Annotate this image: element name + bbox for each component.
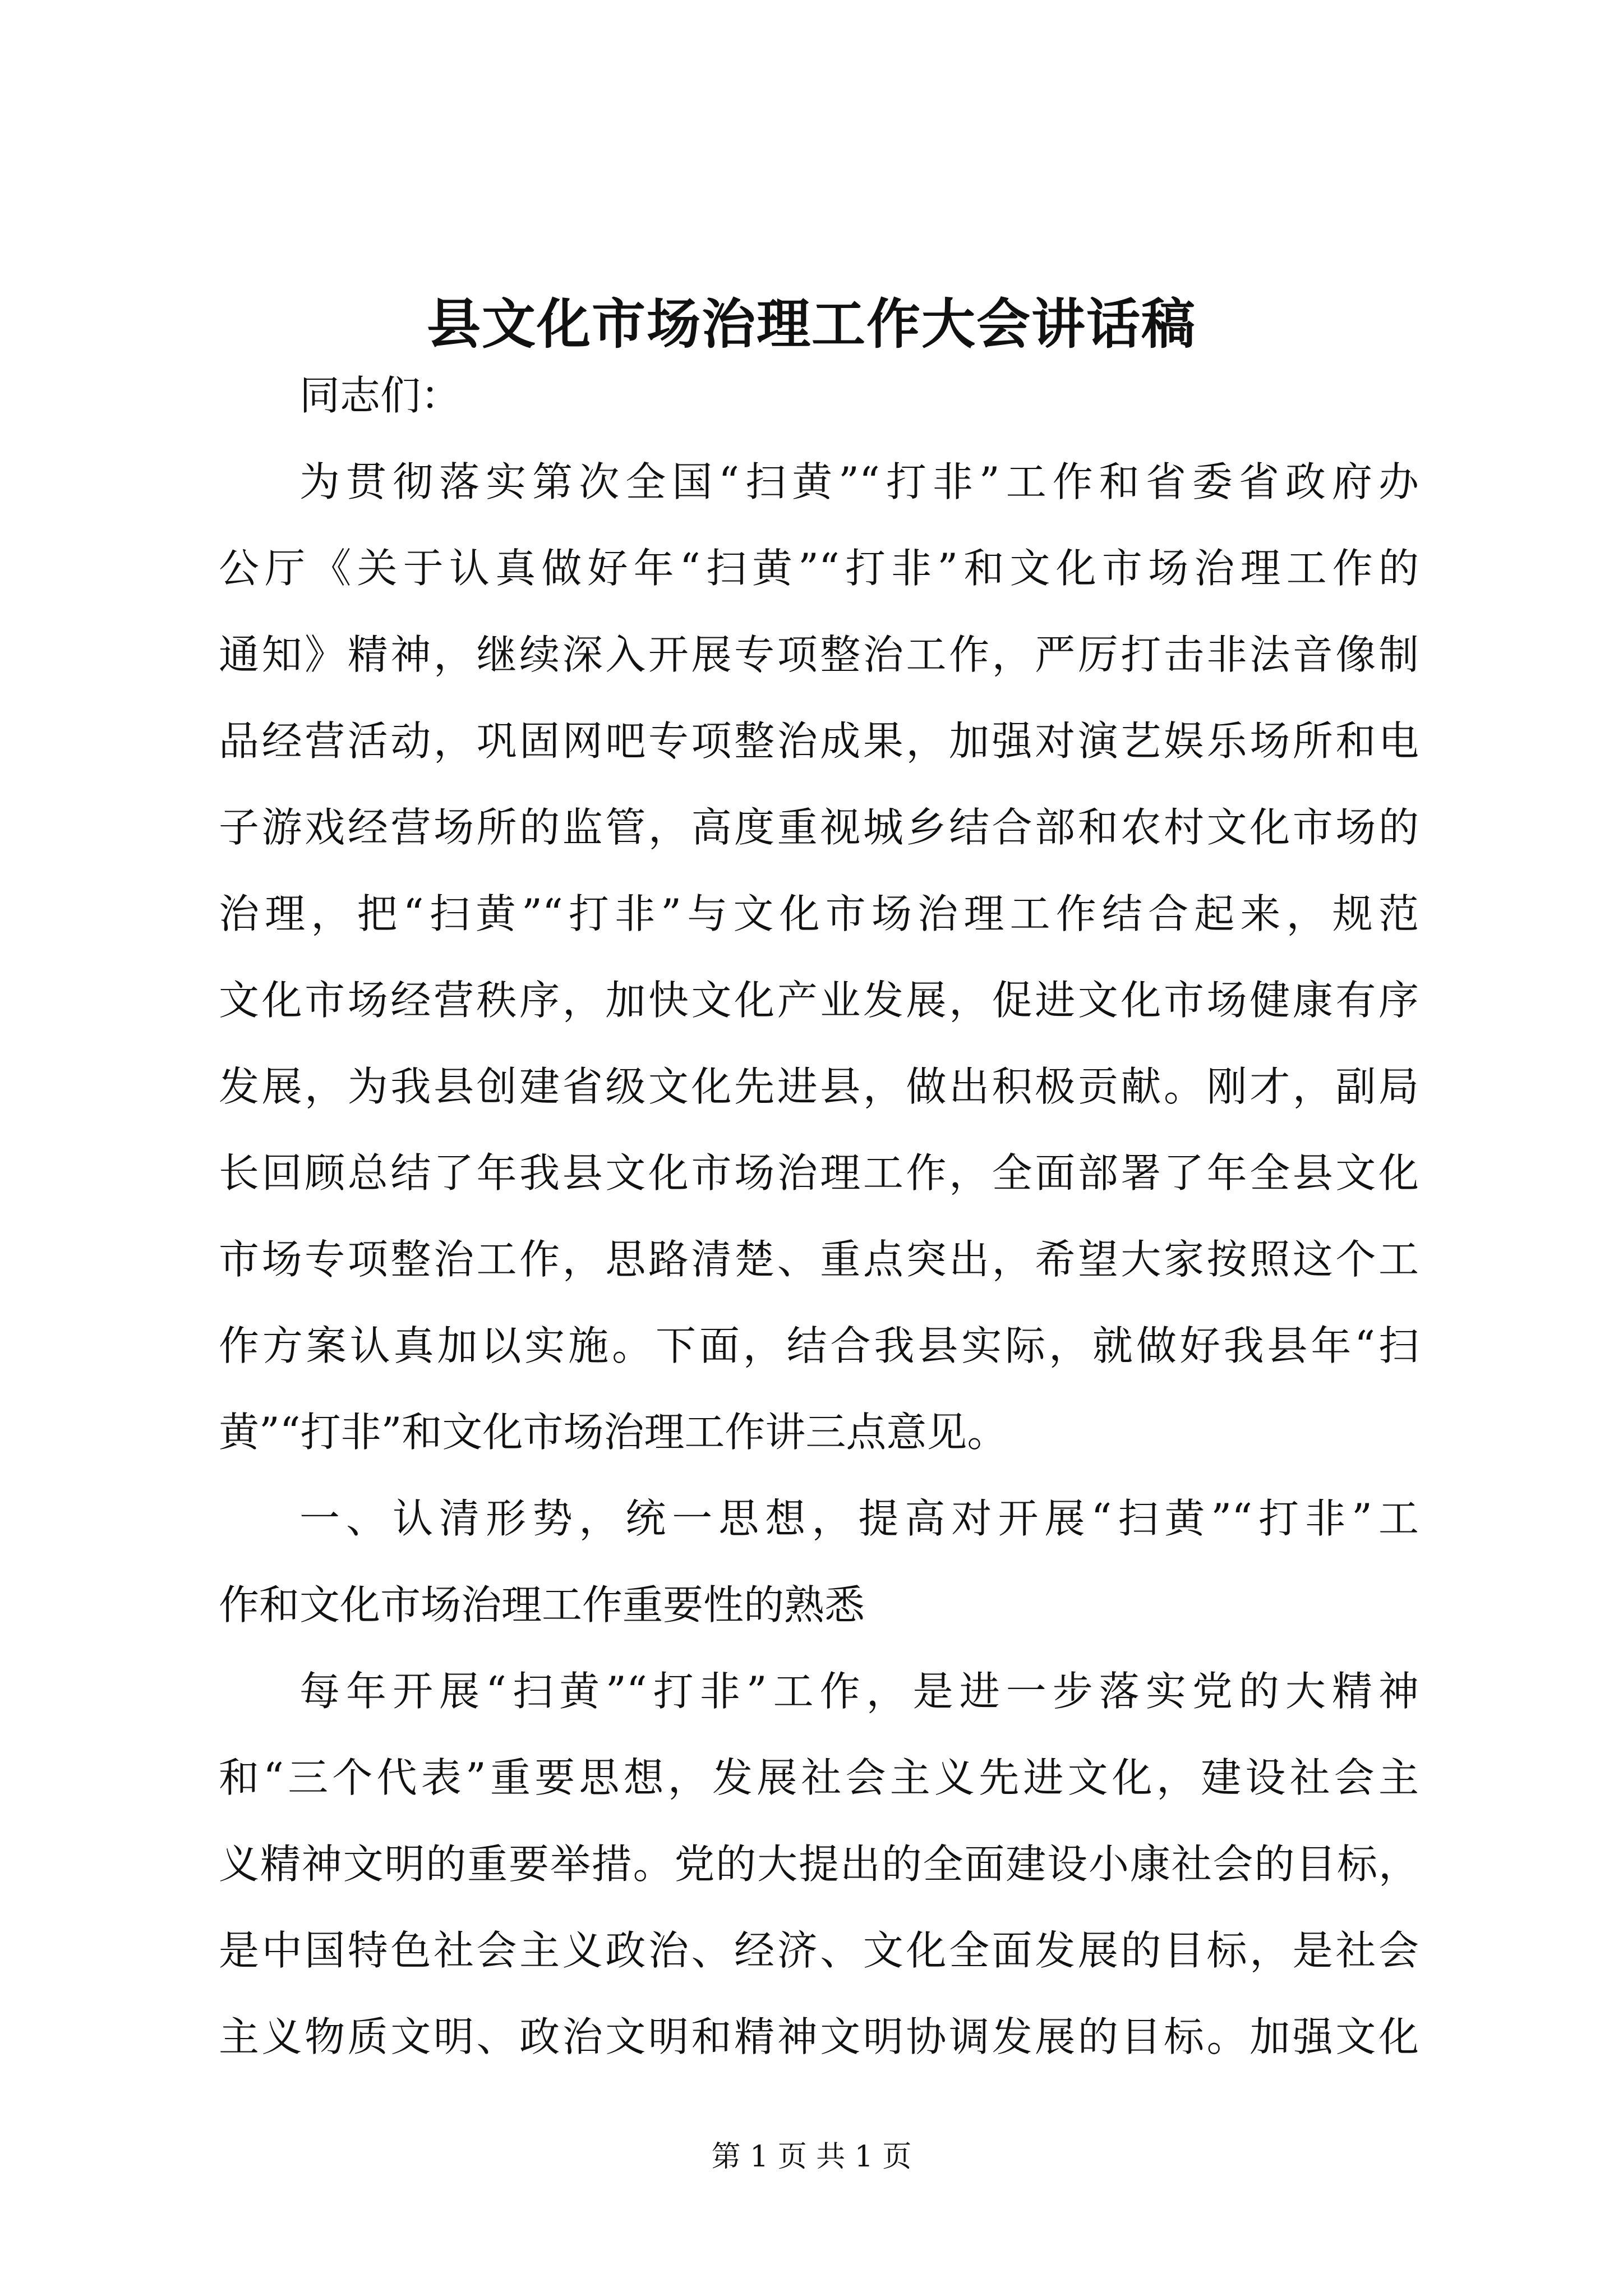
paragraph-line: 发展，为我县创建省级文化先进县，做出积极贡献。刚才，副局	[219, 1063, 1419, 1110]
paragraph-line: 长回顾总结了年我县文化市场治理工作，全面部署了年全县文化	[219, 1149, 1419, 1197]
paragraph-line: 通知》精神，继续深入开展专项整治工作，严厉打击非法音像制	[219, 631, 1419, 678]
paragraph-line: 公厅《关于认真做好年“扫黄”“打非”和文化市场治理工作的	[219, 545, 1419, 592]
paragraph-line: 作方案认真加以实施。下面，结合我县实际，就做好我县年“扫	[219, 1322, 1419, 1369]
paragraph-line: 义精神文明的重要举措。党的大提出的全面建设小康社会的目标，	[219, 1841, 1419, 1888]
paragraph-line: 主义物质文明、政治文明和精神文明协调发展的目标。加强文化	[219, 2013, 1419, 2060]
paragraph-line: 每年开展“扫黄”“打非”工作，是进一步落实党的大精神	[299, 1668, 1419, 1715]
paragraph-line: 和“三个代表”重要思想，发展社会主义先进文化，建设社会主	[219, 1754, 1419, 1801]
paragraph-line: 市场专项整治工作，思路清楚、重点突出，希望大家按照这个工	[219, 1236, 1419, 1283]
paragraph-line: 是中国特色社会主义政治、经济、文化全面发展的目标，是社会	[219, 1927, 1419, 1974]
section-heading-line: 一、认清形势，统一思想，提高对开展“扫黄”“打非”工	[299, 1495, 1419, 1542]
document-body	[219, 352, 1419, 2080]
paragraph-line: 黄”“打非”和文化市场治理工作讲三点意见。	[219, 1409, 1008, 1456]
page-number-footer: 第 1 页 共 1 页	[711, 2140, 912, 2174]
paragraph-line: 品经营活动，巩固网吧专项整治成果，加强对演艺娱乐场所和电	[219, 717, 1419, 765]
document-title: 县文化市场治理工作大会讲话稿	[427, 292, 1196, 356]
paragraph-line: 子游戏经营场所的监管，高度重视城乡结合部和农村文化市场的	[219, 804, 1419, 851]
section-heading-line: 作和文化市场治理工作重要性的熟悉	[219, 1581, 865, 1628]
paragraph-line: 为贯彻落实第次全国“扫黄”“打非”工作和省委省政府办	[299, 458, 1419, 505]
paragraph-line: 文化市场经营秩序，加快文化产业发展，促进文化市场健康有序	[219, 977, 1419, 1024]
paragraph-line: 治理，把“扫黄”“打非”与文化市场治理工作结合起来，规范	[219, 890, 1419, 937]
salutation: 同志们：	[299, 372, 462, 419]
